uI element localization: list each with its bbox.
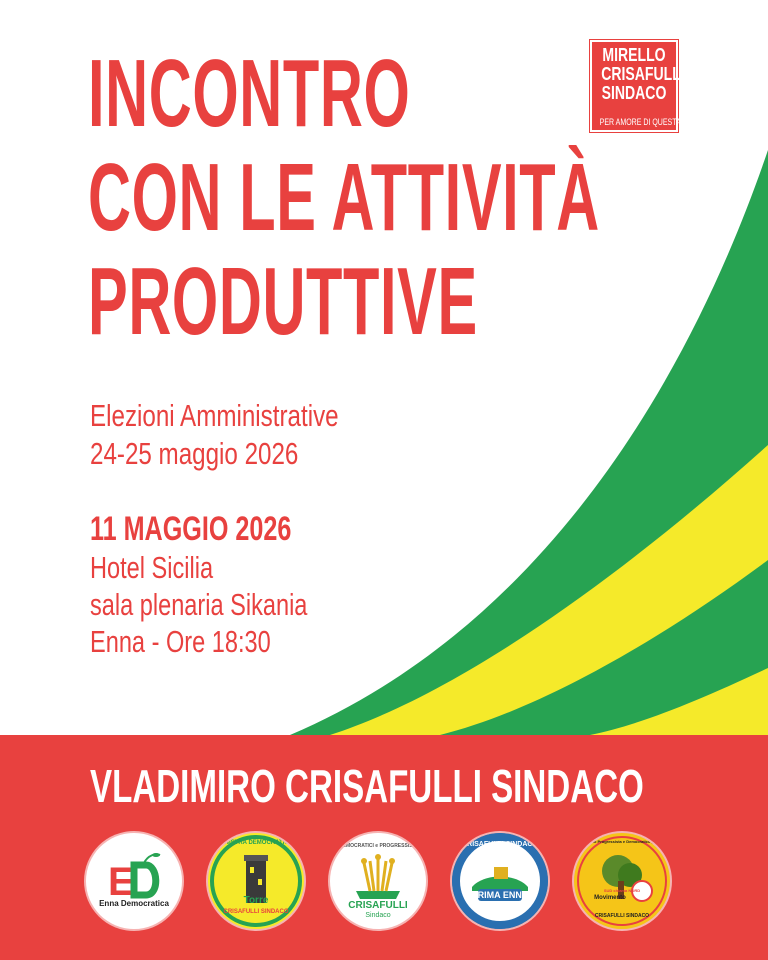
badge-line-1: MIRELLO [602, 45, 666, 65]
event-place-time: Enna - Ore 18:30 [90, 624, 271, 659]
title-line-1: INCONTRO [88, 40, 411, 147]
logo-enna-democratica [86, 833, 182, 929]
logo-foot-sindaco: Sindaco [365, 912, 391, 919]
logo-sinistra-democratica [208, 833, 304, 929]
logo-foot-movimento: CRISAFULLI SINDACO [594, 913, 650, 919]
logo-label-movimento: Movimento Progressista e Democratico per Enna [575, 839, 669, 844]
logo-label-enna: Enna Democratica [99, 899, 169, 908]
logo-badge-sud: SUD chiama NORD [603, 888, 641, 893]
logo-foot-sinistra: CRISAFULLI SINDACO [223, 909, 289, 915]
event-room: sala plenaria Sikania [90, 587, 308, 622]
election-dates: 24-25 maggio 2026 [90, 436, 299, 471]
badge-line-3: SINDACO [601, 83, 667, 103]
logo-sub-torre: Torre [243, 895, 269, 906]
logo-label-democratici: DEMOCRATICI e PROGRESSISTI [339, 843, 417, 849]
title-line-2: CON LE ATTIVITÀ [88, 144, 600, 251]
logo-democratici-progressisti [330, 833, 426, 929]
event-date: 11 MAGGIO 2026 [90, 510, 292, 548]
event-hotel: Hotel Sicilia [90, 550, 214, 585]
logo-label-prima: CRISAFULLI SINDACO [462, 841, 538, 848]
logo-sub-prima-enna: PRIMA ENNA [471, 890, 529, 900]
enna-democratica-icon [86, 833, 182, 929]
logo-label-sinistra: SINISTRA DEMOCRATICA [219, 840, 293, 846]
logo-movimento [574, 833, 670, 929]
logo-prima-enna [452, 833, 548, 929]
logo-sub-movimento: Movimento [594, 895, 626, 901]
logo-sub-crisafulli: CRISAFULLI [348, 900, 408, 911]
badge-line-2: CRISAFULLI [601, 64, 685, 84]
election-label: Elezioni Amministrative [90, 398, 339, 433]
title-line-3: PRODUTTIVE [88, 248, 478, 355]
banner-text: VLADIMIRO CRISAFULLI SINDACO [90, 760, 644, 812]
svg-text:E: E [108, 860, 135, 904]
badge-tagline: PER AMORE DI QUESTA CITTÀ [599, 117, 703, 127]
